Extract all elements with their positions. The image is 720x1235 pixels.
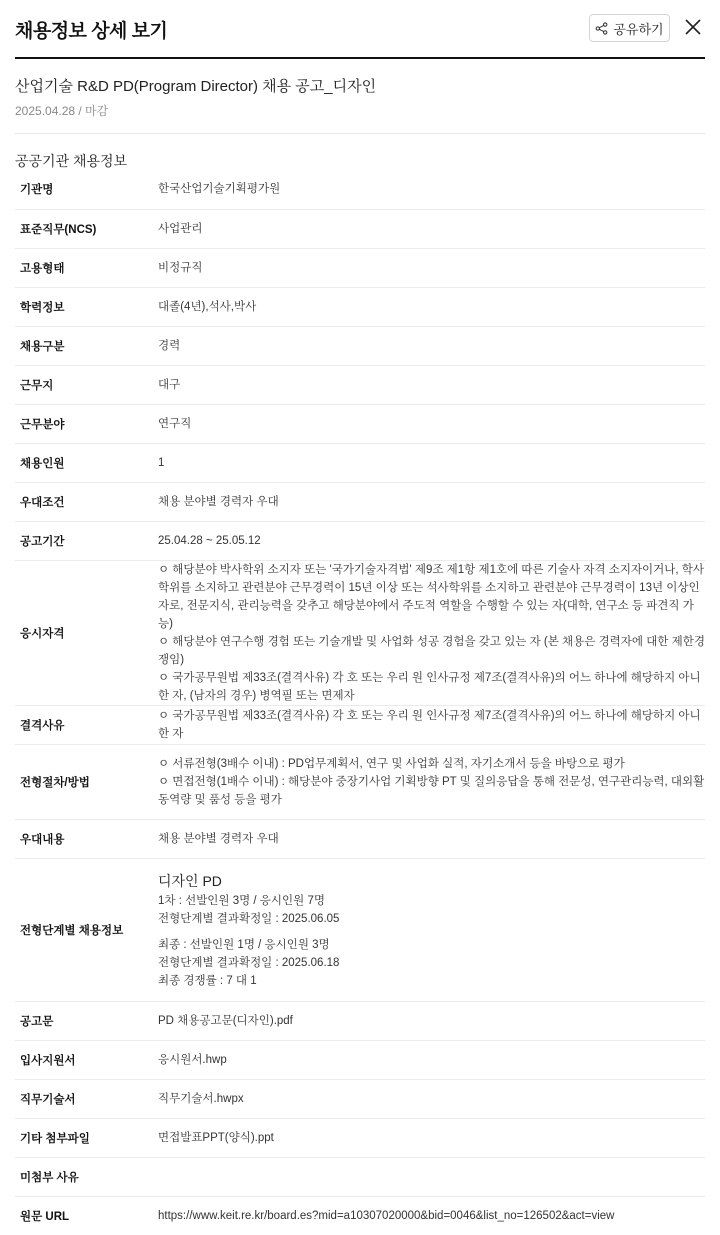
url-row: [15, 1196, 705, 1235]
row-label: 전형절차/방법: [15, 744, 153, 819]
row-label: 학력정보: [15, 287, 153, 326]
table-row: [15, 521, 705, 560]
stage-line: 1차 : 선발인원 3명 / 응시인원 7명: [158, 894, 325, 907]
process-value: [153, 744, 705, 819]
pd-name: 디자인 PD: [158, 872, 222, 889]
job-title: 산업기술 R&D PD(Program Director) 채용 공고_디자인: [15, 78, 377, 95]
row-value: 채용 분야별 경력자 우대: [153, 819, 705, 858]
disqualification-row: [15, 705, 705, 744]
row-label: 근무분야: [15, 404, 153, 443]
row-label: 고용형태: [15, 248, 153, 287]
qualification-value: [153, 560, 705, 705]
section-title: 공공기관 채용정보: [15, 153, 128, 169]
spacer: [158, 928, 705, 936]
row-value: 연구직: [153, 404, 705, 443]
table-row: [15, 404, 705, 443]
table-row: [15, 326, 705, 365]
table-row: [15, 170, 705, 209]
file-row: [15, 1001, 705, 1040]
row-label: 우대조건: [15, 482, 153, 521]
file-row: [15, 1118, 705, 1157]
stage-info-row: [15, 858, 705, 1001]
share-button-label: 공유하기: [613, 21, 664, 37]
process-line: ㅇ 면접전형(1배수 이내) : 해당분야 중장기사업 기획방향 PT 및 질의응답을 통해 전문성, 연구관리능력, 대외활동역량 및 품성 등을 평가: [158, 775, 705, 806]
row-value: 대졸(4년),석사,박사: [153, 287, 705, 326]
row-value: 사업관리: [153, 209, 705, 248]
page-title: 채용정보 상세 보기: [15, 21, 168, 42]
info-table: [15, 170, 705, 1235]
table-row: [15, 209, 705, 248]
stage-line: 최종 : 선발인원 1명 / 응시인원 3명: [158, 938, 330, 951]
row-label: 표준직무(NCS): [15, 209, 153, 248]
file-row: [15, 1157, 705, 1196]
file-row: [15, 1079, 705, 1118]
stage-line: 전형단계별 결과확정일 : 2025.06.05: [158, 912, 340, 925]
row-label: 채용구분: [15, 326, 153, 365]
row-label: 미첨부 사유: [15, 1157, 153, 1196]
divider: [15, 133, 705, 134]
row-value: 경력: [153, 326, 705, 365]
table-row: [15, 482, 705, 521]
row-label: 공고기간: [15, 521, 153, 560]
row-label: 공고문: [15, 1001, 153, 1040]
row-label: 근무지: [15, 365, 153, 404]
row-label: 원문 URL: [15, 1196, 153, 1235]
row-value: 대구: [153, 365, 705, 404]
row-value: 25.04.28 ~ 25.05.12: [153, 521, 705, 560]
modal-header: [15, 0, 705, 59]
qualification-line: ㅇ 해당분야 박사학위 소지자 또는 '국가기술자격법' 제9조 제1항 제1호에 따른 기술사 자격 소지자이거나, 학사학위를 소지하고 관련분야 근무경력이 15년 이상 또는 석사학위를 소지하고 관련분야 근무경력이 13년 이상인 자로, 전문지식, 관리능력을 갖추고 해당분야에서 주도적 역할을 수행할 수 있는 자(대학, 연구소 등 파견직 가능): [158, 563, 704, 630]
table-row: [15, 443, 705, 482]
file-link[interactable]: 응시원서.hwp: [153, 1040, 705, 1079]
file-link[interactable]: 면접발표PPT(양식).ppt: [153, 1118, 705, 1157]
row-value: ㅇ 국가공무원법 제33조(결격사유) 각 호 또는 우리 원 인사규정 제7조(결격사유)의 어느 하나에 해당하지 아니한 자: [153, 705, 705, 744]
file-row: [15, 1040, 705, 1079]
job-meta: 2025.04.28 / 마감: [15, 104, 109, 118]
qualification-line: ㅇ 해당분야 연구수행 경험 또는 기술개발 및 사업화 성공 경험을 갖고 있는 자 (본 채용은 경력자에 대한 제한경쟁임): [158, 635, 705, 666]
table-row: [15, 287, 705, 326]
file-link[interactable]: 직무기술서.hwpx: [153, 1079, 705, 1118]
process-line: ㅇ 서류전형(3배수 이내) : PD업무계획서, 연구 및 사업화 실적, 자기소개서 등을 바탕으로 평가: [158, 757, 625, 770]
stage-line: 최종 경쟁률 : 7 대 1: [158, 974, 257, 987]
row-label: 우대내용: [15, 819, 153, 858]
share-icon: [595, 22, 608, 35]
process-row: [15, 744, 705, 819]
row-label: 채용인원: [15, 443, 153, 482]
row-value: [153, 1157, 705, 1196]
preference-row: [15, 819, 705, 858]
row-label: 응시자격: [15, 560, 153, 705]
row-label: 결격사유: [15, 705, 153, 744]
table-row: [15, 365, 705, 404]
row-label: 직무기술서: [15, 1079, 153, 1118]
stage-line: 전형단계별 결과확정일 : 2025.06.18: [158, 956, 340, 969]
qualification-row: [15, 560, 705, 705]
close-icon[interactable]: [682, 16, 704, 38]
row-label: 전형단계별 채용정보: [15, 858, 153, 1001]
file-link[interactable]: PD 채용공고문(디자인).pdf: [153, 1001, 705, 1040]
share-button[interactable]: [589, 14, 670, 42]
row-label: 기타 첨부파일: [15, 1118, 153, 1157]
qualification-line: ㅇ 국가공무원법 제33조(결격사유) 각 호 또는 우리 원 인사규정 제7조(결격사유)의 어느 하나에 해당하지 아니한 자, (남자의 경우) 병역필 또는 면제자: [158, 671, 701, 702]
stage-info-value: [153, 858, 705, 1001]
table-row: [15, 248, 705, 287]
row-value: 채용 분야별 경력자 우대: [153, 482, 705, 521]
row-value: 비정규직: [153, 248, 705, 287]
row-value: 1: [153, 443, 705, 482]
row-label: 입사지원서: [15, 1040, 153, 1079]
row-label: 기관명: [15, 170, 153, 209]
source-url-link[interactable]: https://www.keit.re.kr/board.es?mid=a10307020000&bid=0046&list_no=126502&act=view: [153, 1196, 705, 1235]
row-value: 한국산업기술기획평가원: [153, 170, 705, 209]
